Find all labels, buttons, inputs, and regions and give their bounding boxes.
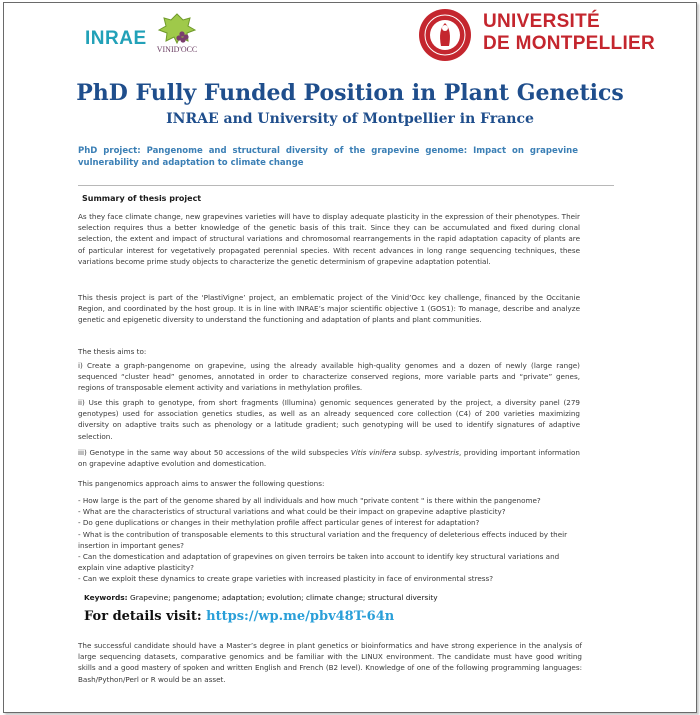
question-item: - How large is the part of the genome shared by all individuals and how much "private content " is there within the pangenome? <box>78 496 541 505</box>
section-divider <box>78 185 614 186</box>
keywords <box>84 593 438 602</box>
vinidocc-logo <box>152 10 202 54</box>
aim-3-text-c: , providing important information on grapevine adaptive evolution and domestication. <box>78 448 580 469</box>
grape-leaf-icon <box>152 10 202 46</box>
details-link[interactable]: https://wp.me/pbv48T-64n <box>206 609 395 624</box>
summary-paragraph-1: As they face climate change, new grapevines varieties will have to display adequate plasticity in the expression of their phenotypes. Their selection requires thus a better knowledge of the genetic basis of this trait. Since they can be accumulated and fixed during clonal selection, the extent and impact of structural variations and chromosomal rearrangements in the rapid adaptation capacity of plants are of particular interest for vegetatively propagated perennial species. With recent advances in long range sequencing techniques, these variations become prime study objects to characterize the genetic determinism of grapevine adaptation potential. <box>78 212 580 266</box>
aim-3-species: Vitis vinifera <box>350 448 397 457</box>
aim-2: ii) Use this graph to genotype, from short fragments (Illumina) genomic sequences generated by the project, a diversity panel (279 genotypes) used for association genetics studies, as well as an already sequenced core collection (C4) of 200 varieties maximizing diversity on adaptive traits such as phenology or a latitude gradient; such genotyping will be used to identify signatures of adaptive selection. <box>78 398 580 441</box>
aim-3 <box>78 447 580 469</box>
project-title: PhD project: Pangenome and structural diversity of the grapevine genome: Impact on grapevine vulnerability and adaptation to climate change <box>78 146 578 168</box>
university-name-line2: DE MONTPELLIER <box>483 33 656 54</box>
question-item: - Can the domestication and adaptation of grapevines on given terroirs be taken into account to identify key structural variations and explain vine adaptive plasticity? <box>78 552 560 573</box>
inrae-logo: INRAE <box>85 28 147 49</box>
details-label: For details visit: <box>84 609 207 624</box>
summary-paragraph-2: This thesis project is part of the ‘PlastiVigne’ project, an emblematic project of the Vinid’Occ key challenge, financed by the Occitanie Region, and coordinated by the host group. It is in line with INRAE’s major scientific objective 1 (GOS1): To manage, describe and analyze genetic and epigenetic diversity to understand the functioning and adaptation of plants and plant communities. <box>78 293 580 325</box>
question-item: - Can we exploit these dynamics to create grape varieties with increased plasticity in face of environmental stress? <box>78 574 494 584</box>
poster-frame <box>3 2 697 713</box>
aim-1: i) Create a graph-pangenome on grapevine, using the already available high-quality genomes and a dozen of newly (large range) sequenced “cluster head” genomes, annotated in order to characterize conserved regions, more variable parts and “private” genes, regions of transposable element activity and variations in methylation profiles. <box>78 361 580 393</box>
details-line <box>84 609 394 624</box>
university-name-line1: UNIVERSITÉ <box>483 11 601 32</box>
university-name <box>483 11 655 55</box>
university-seal-icon <box>418 8 472 62</box>
questions-list <box>78 495 582 585</box>
aim-3-text-a: iii) Genotype in the same way about 50 accessions of the wild subspecies <box>78 448 351 457</box>
questions-intro: This pangenomics approach aims to answer the following questions: <box>78 479 325 488</box>
aim-3-text-b: subsp. <box>396 448 426 457</box>
question-item: - What is the contribution of transposable elements to this structural variation and the frequency of deleterious effects induced by their insertion in important genes? <box>78 529 568 550</box>
question-item: - What are the characteristics of structural variations and what could be their impact on grapevine adaptive plasticity? <box>78 507 506 517</box>
candidate-requirements: The successful candidate should have a Master’s degree in plant genetics or bioinformatics and have strong experience in the analysis of large sequencing datasets, comparative genomics and be familiar with the LINUX environment. The candidate must have good writing skills and a good mastery of spoken and written English and French (B2 level). Knowledge of one of the following programming languages: Bash/Python/Perl or R would be an asset. <box>78 641 582 684</box>
aims-intro: The thesis aims to: <box>78 347 147 356</box>
aim-3-subspecies: sylvestris <box>425 448 459 457</box>
question-item: - Do gene duplications or changes in their methylation profile affect particular genes of interest for adaptation? <box>78 518 480 528</box>
page-title: PhD Fully Funded Position in Plant Genetics <box>76 80 624 106</box>
summary-heading: Summary of thesis project <box>82 194 202 203</box>
page-subtitle: INRAE and University of Montpellier in France <box>166 111 534 127</box>
keywords-label: Keywords: <box>84 593 128 602</box>
keywords-value: Grapevine; pangenome; adaptation; evolution; climate change; structural diversity <box>127 593 438 602</box>
vinidocc-logo-text: VINID'OCC <box>156 45 198 54</box>
